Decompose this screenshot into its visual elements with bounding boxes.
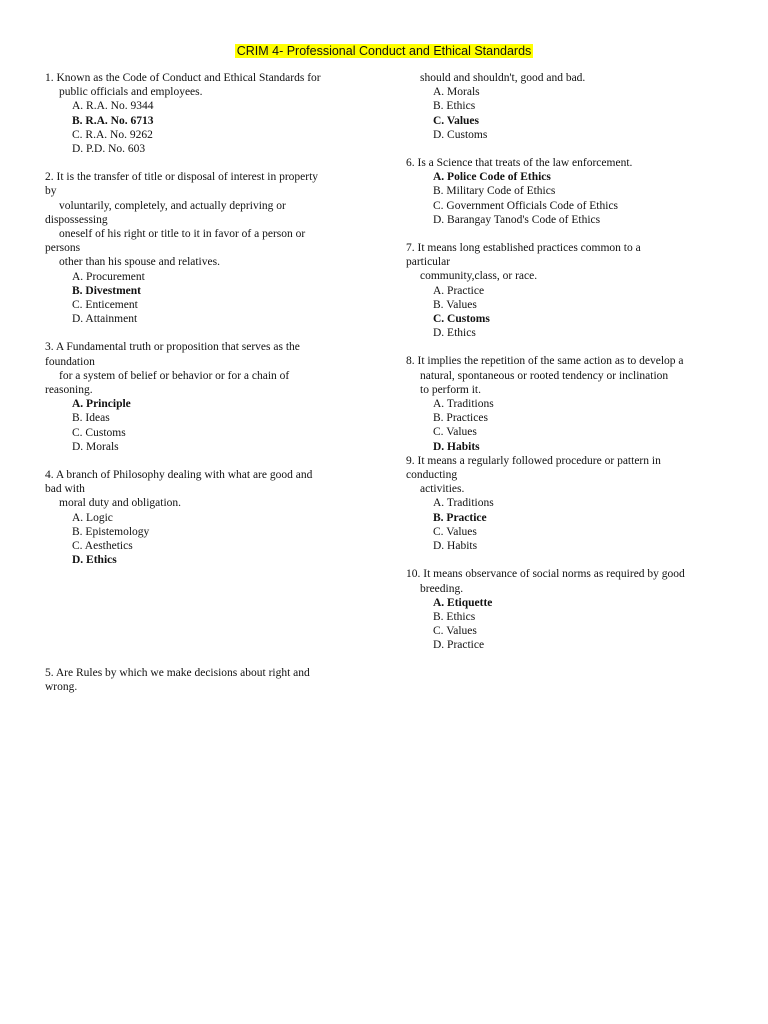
question-stem: foundation bbox=[45, 355, 95, 368]
question-stem: 10. It means observance of social norms as required by good bbox=[406, 568, 685, 581]
option-d: D. Customs bbox=[433, 128, 488, 141]
spacer bbox=[45, 596, 365, 610]
spacer bbox=[406, 340, 736, 354]
option-c: C. Aesthetics bbox=[72, 540, 133, 553]
question-stem: 2. It is the transfer of title or disposal of interest in property bbox=[45, 171, 319, 184]
question-stem: particular bbox=[406, 256, 451, 269]
question-2 bbox=[45, 170, 365, 326]
question-stem: 8. It implies the repetition of the same action as to develop a bbox=[406, 355, 684, 368]
question-stem: to perform it. bbox=[420, 383, 481, 396]
option-b: B. Military Code of Ethics bbox=[433, 185, 556, 198]
option-b-answer: B. R.A. No. 6713 bbox=[72, 114, 154, 127]
question-7 bbox=[406, 241, 736, 340]
question-stem: public officials and employees. bbox=[59, 86, 203, 99]
question-stem: 7. It means long established practices common to a bbox=[406, 242, 641, 255]
left-column bbox=[45, 71, 365, 694]
option-a: A. Logic bbox=[72, 511, 113, 524]
spacer bbox=[45, 156, 365, 170]
question-stem: community,class, or race. bbox=[420, 270, 538, 283]
document-title bbox=[0, 43, 768, 59]
question-4 bbox=[45, 468, 365, 567]
option-b: B. Practices bbox=[433, 412, 488, 425]
option-b: B. Ethics bbox=[433, 100, 476, 113]
spacer bbox=[45, 568, 365, 582]
question-6 bbox=[406, 156, 736, 227]
question-stem: voluntarily, completely, and actually depriving or bbox=[59, 199, 286, 212]
question-stem: dispossessing bbox=[45, 213, 108, 226]
question-stem: moral duty and obligation. bbox=[59, 497, 182, 510]
spacer bbox=[406, 142, 736, 156]
option-b: B. Ideas bbox=[72, 412, 110, 425]
option-a: A. Traditions bbox=[433, 497, 494, 510]
question-stem: breeding. bbox=[420, 582, 464, 595]
question-stem: natural, spontaneous or rooted tendency or inclination bbox=[420, 369, 669, 382]
question-8 bbox=[406, 354, 736, 453]
option-c: C. Values bbox=[433, 426, 477, 439]
option-d: D. Morals bbox=[72, 440, 119, 453]
option-a-answer: A. Principle bbox=[72, 398, 131, 411]
question-5 bbox=[45, 666, 365, 694]
right-column bbox=[406, 71, 736, 653]
option-b: B. Values bbox=[433, 298, 477, 311]
question-stem: for a system of belief or behavior or for a chain of bbox=[59, 369, 290, 382]
spacer bbox=[45, 652, 365, 666]
question-stem: other than his spouse and relatives. bbox=[59, 256, 220, 269]
option-d: D. Habits bbox=[433, 540, 478, 553]
question-5-continued bbox=[406, 71, 736, 142]
question-10 bbox=[406, 567, 736, 652]
question-stem: 9. It means a regularly followed procedure or pattern in bbox=[406, 454, 661, 467]
question-stem: 5. Are Rules by which we make decisions about right and bbox=[45, 666, 310, 679]
option-a: A. Traditions bbox=[433, 398, 494, 411]
spacer bbox=[45, 326, 365, 340]
option-d: D. P.D. No. 603 bbox=[72, 143, 146, 156]
spacer bbox=[406, 227, 736, 241]
question-stem: 6. Is a Science that treats of the law enforcement. bbox=[406, 157, 633, 170]
option-b: B. Ethics bbox=[433, 610, 476, 623]
question-stem: 4. A branch of Philosophy dealing with what are good and bbox=[45, 469, 313, 482]
option-c: C. Values bbox=[433, 625, 477, 638]
spacer bbox=[406, 553, 736, 567]
option-d-answer: D. Ethics bbox=[72, 554, 117, 567]
option-a: A. R.A. No. 9344 bbox=[72, 100, 154, 113]
option-d: D. Barangay Tanod's Code of Ethics bbox=[433, 213, 601, 226]
question-stem: activities. bbox=[420, 483, 465, 496]
question-stem: conducting bbox=[406, 469, 458, 482]
question-stem: 1. Known as the Code of Conduct and Ethical Standards for bbox=[45, 72, 321, 84]
option-d-answer: D. Habits bbox=[433, 440, 480, 453]
option-d: D. Attainment bbox=[72, 313, 138, 326]
option-a: A. Morals bbox=[433, 86, 480, 99]
option-b: B. Epistemology bbox=[72, 525, 150, 538]
question-stem: bad with bbox=[45, 483, 85, 496]
spacer bbox=[45, 610, 365, 624]
question-1 bbox=[45, 71, 365, 156]
question-stem: wrong. bbox=[45, 680, 78, 693]
question-9 bbox=[406, 454, 736, 553]
option-c-answer: C. Values bbox=[433, 114, 480, 127]
option-c: C. Enticement bbox=[72, 299, 138, 312]
title-text: CRIM 4- Professional Conduct and Ethical Standards bbox=[236, 44, 532, 58]
spacer bbox=[45, 624, 365, 638]
option-b-answer: B. Practice bbox=[433, 511, 487, 524]
option-c: C. R.A. No. 9262 bbox=[72, 128, 153, 141]
question-stem: reasoning. bbox=[45, 384, 93, 397]
spacer bbox=[45, 454, 365, 468]
question-3 bbox=[45, 340, 365, 454]
option-a-answer: A. Etiquette bbox=[433, 596, 493, 609]
option-d: D. Practice bbox=[433, 639, 485, 652]
option-d: D. Ethics bbox=[433, 327, 476, 340]
option-a: A. Procurement bbox=[72, 270, 145, 283]
option-c: C. Values bbox=[433, 525, 477, 538]
question-stem: oneself of his right or title to it in favor of a person or bbox=[59, 228, 306, 241]
option-c-answer: C. Customs bbox=[433, 313, 490, 326]
option-c: C. Government Officials Code of Ethics bbox=[433, 199, 619, 212]
option-b-answer: B. Divestment bbox=[72, 284, 141, 297]
question-stem: persons bbox=[45, 242, 81, 255]
question-stem: by bbox=[45, 185, 57, 198]
option-a: A. Practice bbox=[433, 284, 485, 297]
question-stem: should and shouldn't, good and bad. bbox=[420, 72, 586, 84]
spacer bbox=[45, 582, 365, 596]
option-a-answer: A. Police Code of Ethics bbox=[433, 171, 551, 184]
question-stem: 3. A Fundamental truth or proposition that serves as the bbox=[45, 341, 300, 354]
spacer bbox=[45, 638, 365, 652]
option-c: C. Customs bbox=[72, 426, 126, 439]
